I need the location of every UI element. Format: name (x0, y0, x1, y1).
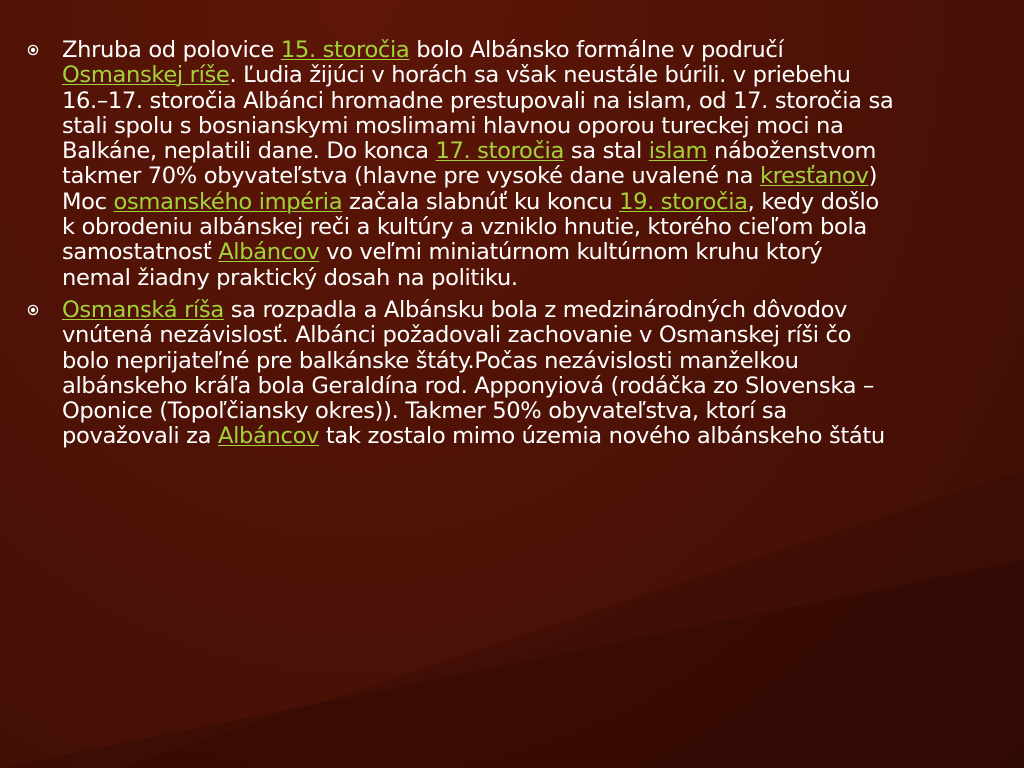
circle-bullet-icon (27, 44, 39, 56)
text-segment: sa stal (563, 138, 649, 165)
link-osmanska-risa[interactable]: Osmanská ríša (62, 296, 224, 323)
circle-bullet-icon (27, 304, 39, 316)
text-segment: začala slabnúť ku koncu (342, 188, 620, 215)
text-segment: náboženstvom takmer 70% obyvateľstva (hlavne pre vysoké dane uvalené na (62, 138, 877, 190)
bullet-text (62, 297, 885, 449)
text-segment: bolo Albánsko formálne v područí (409, 37, 784, 63)
link-osmanskej-rise[interactable]: Osmanskej ríše (62, 62, 230, 89)
bullet-item (24, 298, 894, 450)
text-segment: vo veľmi miniatúrnom kultúrnom kruhu ktorý nemal žiadny praktický dosah na politiku. (62, 239, 823, 291)
text-segment: ) Moc (62, 163, 878, 215)
bullet-item (24, 38, 894, 291)
text-segment: . Ľudia žijúci v horách sa však neustále búrili. v priebehu 16.–17. storočia Albánci hromadne prestupovali na islam, od 17. storočia sa stali spolu s bosnianskymi moslimami hlavnou oporou tureckej moci na Balkáne, neplatili dane. Do konca (62, 62, 894, 165)
text-segment: tak zostalo mimo územia nového albánskeho štátu (319, 423, 885, 450)
text-segment: , kedy došlo k obrodeniu albánskej reči a kultúry a vzniklo hnutie, ktorého cieľom bola samostatnosť (62, 188, 879, 266)
bullet-text (62, 37, 893, 291)
link-albancov[interactable]: Albáncov (218, 239, 320, 266)
slide-body (24, 38, 894, 457)
link-albancov[interactable]: Albáncov (218, 423, 320, 450)
link-krestanov[interactable]: kresťanov (759, 163, 869, 190)
link-islam[interactable]: islam (648, 138, 708, 165)
link-17-storocia[interactable]: 17. storočia (435, 138, 564, 165)
text-segment: Zhruba od polovice (62, 37, 281, 63)
text-segment: sa rozpadla a Albánsku bola z medzinárodných dôvodov vnútená nezávislosť. Albánci požadovali zachovanie v Osmanskej ríši čo bolo neprijateľné pre balkánske štáty.Počas nezávislosti manželkou albánskeho kráľa bola Geraldína rod. Apponyiová (rodáčka zo Slovenska – Oponice (Topoľčiansky okres)). Takmer 50% obyvateľstva, ktorí sa považovali za (62, 296, 874, 450)
link-osmanskeho-imperia[interactable]: osmanského impéria (113, 188, 343, 215)
link-15-storocia[interactable]: 15. storočia (280, 37, 410, 63)
link-19-storocia[interactable]: 19. storočia (619, 188, 748, 215)
